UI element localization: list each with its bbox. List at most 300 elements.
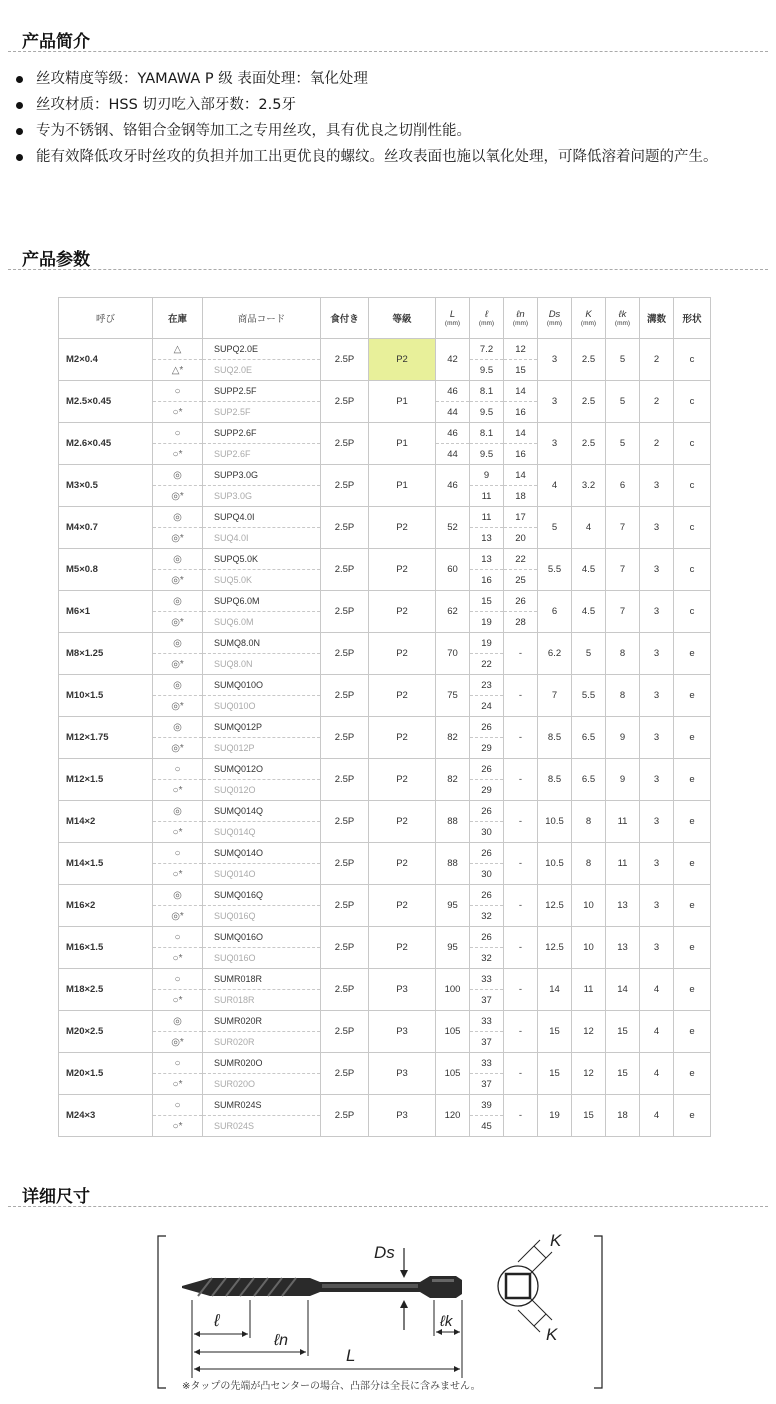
cell-product-code: SUMQ012P (203, 717, 321, 738)
cell-l: 9 (470, 465, 504, 486)
cell-ds: 5 (538, 507, 572, 549)
cell-ln: 18 (504, 486, 538, 507)
header-ds: Ds (mm) (538, 298, 572, 339)
cell-grade: P3 (369, 1053, 436, 1095)
cell-l: 15 (470, 591, 504, 612)
cell-lk: 9 (606, 717, 640, 759)
cell-stock-symbol: ◎ (153, 633, 203, 654)
cell-L: 88 (436, 843, 470, 885)
intro-item: 能有效降低攻牙时丝攻的负担并加工出更优良的螺纹。丝攻表面也施以氧化处理，可降低溶着问题的产生。 (14, 148, 754, 167)
cell-lk: 6 (606, 465, 640, 507)
cell-ln: - (504, 927, 538, 969)
cell-ln: 14 (504, 465, 538, 486)
cell-flutes: 3 (640, 591, 674, 633)
table-row (59, 801, 711, 822)
cell-size: M20×2.5 (59, 1011, 153, 1053)
cell-product-code: SUR024S (203, 1116, 321, 1137)
cell-stock-symbol: ○ (153, 759, 203, 780)
cell-k: 5.5 (572, 675, 606, 717)
cell-ln: 16 (504, 444, 538, 465)
cell-k: 12 (572, 1011, 606, 1053)
cell-shape: c (674, 549, 711, 591)
cell-stock-symbol: ○ (153, 843, 203, 864)
cell-stock-symbol: ○ (153, 969, 203, 990)
cell-grade: P2 (369, 633, 436, 675)
cell-stock-symbol: ○* (153, 1074, 203, 1095)
cell-l: 26 (470, 759, 504, 780)
cell-product-code: SUPP3.0G (203, 465, 321, 486)
cell-l: 24 (470, 696, 504, 717)
cell-lk: 13 (606, 927, 640, 969)
cell-flutes: 3 (640, 801, 674, 843)
cell-flutes: 3 (640, 549, 674, 591)
cell-stock-symbol: ○* (153, 864, 203, 885)
cell-product-code: SUQ010O (203, 696, 321, 717)
cell-ln: 12 (504, 339, 538, 360)
cell-ds: 10.5 (538, 801, 572, 843)
cell-L: 52 (436, 507, 470, 549)
cell-ds: 3 (538, 423, 572, 465)
cell-k: 4.5 (572, 549, 606, 591)
cell-l: 9.5 (470, 444, 504, 465)
cell-stock-symbol: ○ (153, 1095, 203, 1116)
cell-k: 8 (572, 843, 606, 885)
cell-k: 3.2 (572, 465, 606, 507)
cell-L: 46 (436, 381, 470, 402)
cell-grade: P1 (369, 423, 436, 465)
cell-ln: - (504, 801, 538, 843)
section-divider (8, 1206, 768, 1207)
cell-l: 37 (470, 1032, 504, 1053)
cell-stock-symbol: ○ (153, 423, 203, 444)
cell-product-code: SUMR018R (203, 969, 321, 990)
table-row (59, 633, 711, 654)
cell-flutes: 4 (640, 1053, 674, 1095)
cell-product-code: SUR020O (203, 1074, 321, 1095)
cell-chamfer: 2.5P (321, 885, 369, 927)
cell-lk: 5 (606, 381, 640, 423)
cell-lk: 7 (606, 591, 640, 633)
cell-ds: 12.5 (538, 927, 572, 969)
cell-ln: - (504, 969, 538, 1011)
cell-l: 9.5 (470, 360, 504, 381)
header-stock: 在庫 (153, 298, 203, 339)
table-row (59, 591, 711, 612)
cell-l: 30 (470, 864, 504, 885)
cell-k: 6.5 (572, 759, 606, 801)
table-row (59, 381, 711, 402)
cell-grade: P2 (369, 717, 436, 759)
cell-product-code: SUR020R (203, 1032, 321, 1053)
cell-flutes: 3 (640, 717, 674, 759)
cell-l: 11 (470, 507, 504, 528)
cell-product-code: SUMQ012O (203, 759, 321, 780)
cell-lk: 15 (606, 1053, 640, 1095)
cell-product-code: SUMQ8.0N (203, 633, 321, 654)
cell-L: 120 (436, 1095, 470, 1137)
tap-body-drawing (182, 1276, 462, 1298)
cell-lk: 13 (606, 885, 640, 927)
label-l: ℓ (214, 1311, 220, 1330)
cell-flutes: 3 (640, 675, 674, 717)
cell-L: 82 (436, 759, 470, 801)
cell-k: 8 (572, 801, 606, 843)
cell-ln: - (504, 675, 538, 717)
cell-ds: 7 (538, 675, 572, 717)
cell-size: M16×2 (59, 885, 153, 927)
cell-grade: P2 (369, 549, 436, 591)
cell-L: 46 (436, 465, 470, 507)
spec-table-body (59, 339, 711, 1137)
intro-section-title: 产品简介 (22, 32, 90, 52)
cell-ds: 15 (538, 1053, 572, 1095)
cell-chamfer: 2.5P (321, 549, 369, 591)
cell-L: 100 (436, 969, 470, 1011)
section-divider (8, 269, 768, 270)
diagram-note: ※タップの先端が凸センターの場合、凸部分は全長に含みません。 (182, 1381, 481, 1392)
label-lk: ℓk (440, 1313, 453, 1330)
cell-L: 70 (436, 633, 470, 675)
cell-product-code: SUMQ010O (203, 675, 321, 696)
table-row (59, 969, 711, 990)
header-chamfer: 食付き (321, 298, 369, 339)
cell-l: 13 (470, 549, 504, 570)
cell-chamfer: 2.5P (321, 801, 369, 843)
cell-l: 33 (470, 1053, 504, 1074)
cell-lk: 7 (606, 507, 640, 549)
cell-grade: P2 (369, 759, 436, 801)
cell-L: 44 (436, 444, 470, 465)
cell-stock-symbol: ◎* (153, 738, 203, 759)
header-grade: 等級 (369, 298, 436, 339)
cell-product-code: SUPP2.6F (203, 423, 321, 444)
cell-l: 26 (470, 885, 504, 906)
frame-bracket-left (158, 1236, 166, 1388)
cell-product-code: SUQ8.0N (203, 654, 321, 675)
cell-L: 46 (436, 423, 470, 444)
cell-stock-symbol: △ (153, 339, 203, 360)
cell-flutes: 4 (640, 969, 674, 1011)
cell-L: 75 (436, 675, 470, 717)
cell-lk: 11 (606, 843, 640, 885)
intro-list (14, 70, 754, 174)
table-row (59, 759, 711, 780)
cell-ds: 6.2 (538, 633, 572, 675)
table-row (59, 549, 711, 570)
cell-lk: 5 (606, 423, 640, 465)
cell-chamfer: 2.5P (321, 507, 369, 549)
cell-L: 88 (436, 801, 470, 843)
cell-product-code: SUQ2.0E (203, 360, 321, 381)
cell-stock-symbol: ○* (153, 948, 203, 969)
cell-ds: 3 (538, 381, 572, 423)
cell-chamfer: 2.5P (321, 381, 369, 423)
cell-L: 42 (436, 339, 470, 381)
cell-l: 29 (470, 738, 504, 759)
cell-lk: 11 (606, 801, 640, 843)
cell-k: 2.5 (572, 339, 606, 381)
cell-chamfer: 2.5P (321, 633, 369, 675)
cell-flutes: 3 (640, 843, 674, 885)
cell-shape: e (674, 675, 711, 717)
cell-chamfer: 2.5P (321, 1053, 369, 1095)
cell-product-code: SUQ6.0M (203, 612, 321, 633)
cell-grade: P2 (369, 801, 436, 843)
cell-grade: P3 (369, 1095, 436, 1137)
cell-l: 23 (470, 675, 504, 696)
cell-L: 60 (436, 549, 470, 591)
table-row (59, 339, 711, 360)
header-code: 商品コード (203, 298, 321, 339)
table-row (59, 1095, 711, 1116)
cell-chamfer: 2.5P (321, 843, 369, 885)
cell-size: M12×1.5 (59, 759, 153, 801)
label-L: L (346, 1346, 356, 1365)
table-row (59, 1011, 711, 1032)
cell-k: 4 (572, 507, 606, 549)
cell-ln: - (504, 717, 538, 759)
cell-stock-symbol: ○* (153, 1116, 203, 1137)
cell-size: M14×2 (59, 801, 153, 843)
cell-grade: P1 (369, 465, 436, 507)
cell-grade: P2 (369, 675, 436, 717)
cell-flutes: 4 (640, 1011, 674, 1053)
cell-product-code: SUPP2.5F (203, 381, 321, 402)
cell-shape: c (674, 465, 711, 507)
cell-size: M4×0.7 (59, 507, 153, 549)
cell-product-code: SUP3.0G (203, 486, 321, 507)
cell-product-code: SUPQ6.0M (203, 591, 321, 612)
cell-size: M6×1 (59, 591, 153, 633)
cell-ds: 5.5 (538, 549, 572, 591)
table-row (59, 507, 711, 528)
cell-l: 30 (470, 822, 504, 843)
cell-l: 26 (470, 927, 504, 948)
cell-k: 12 (572, 1053, 606, 1095)
table-row (59, 465, 711, 486)
cell-grade: P1 (369, 381, 436, 423)
cell-ln: 15 (504, 360, 538, 381)
cell-product-code: SUMR020O (203, 1053, 321, 1074)
cell-ds: 8.5 (538, 717, 572, 759)
cell-l: 22 (470, 654, 504, 675)
cell-stock-symbol: ○* (153, 990, 203, 1011)
cell-flutes: 3 (640, 633, 674, 675)
cell-flutes: 3 (640, 759, 674, 801)
cell-flutes: 3 (640, 927, 674, 969)
cell-L: 62 (436, 591, 470, 633)
cell-lk: 18 (606, 1095, 640, 1137)
cell-product-code: SUPQ4.0I (203, 507, 321, 528)
cell-L: 105 (436, 1011, 470, 1053)
cell-size: M18×2.5 (59, 969, 153, 1011)
cell-product-code: SUMQ014O (203, 843, 321, 864)
header-lk: ℓk (mm) (606, 298, 640, 339)
dims-section-title: 详细尺寸 (22, 1187, 90, 1207)
cell-size: M2×0.4 (59, 339, 153, 381)
cell-l: 19 (470, 633, 504, 654)
cell-product-code: SUQ014O (203, 864, 321, 885)
cell-l: 13 (470, 528, 504, 549)
cell-l: 11 (470, 486, 504, 507)
cell-ds: 4 (538, 465, 572, 507)
cell-chamfer: 2.5P (321, 759, 369, 801)
cell-lk: 15 (606, 1011, 640, 1053)
cell-stock-symbol: ◎ (153, 717, 203, 738)
spec-table (58, 297, 711, 1137)
cell-stock-symbol: ○ (153, 381, 203, 402)
cell-ds: 15 (538, 1011, 572, 1053)
cell-size: M16×1.5 (59, 927, 153, 969)
cell-stock-symbol: ○* (153, 822, 203, 843)
cell-product-code: SUPQ2.0E (203, 339, 321, 360)
cell-lk: 14 (606, 969, 640, 1011)
section-divider (8, 51, 768, 52)
cell-lk: 9 (606, 759, 640, 801)
frame-bracket-right (594, 1236, 602, 1388)
table-row (59, 675, 711, 696)
cell-l: 29 (470, 780, 504, 801)
cell-product-code: SUQ5.0K (203, 570, 321, 591)
cell-stock-symbol: ○ (153, 1053, 203, 1074)
cell-lk: 8 (606, 633, 640, 675)
cell-product-code: SUQ016O (203, 948, 321, 969)
cell-size: M3×0.5 (59, 465, 153, 507)
cell-chamfer: 2.5P (321, 927, 369, 969)
label-ds: Ds (374, 1243, 395, 1262)
cell-l: 26 (470, 843, 504, 864)
cell-product-code: SUQ014Q (203, 822, 321, 843)
cell-grade: P2 (369, 843, 436, 885)
cell-size: M12×1.75 (59, 717, 153, 759)
intro-item: 专为不锈钢、铬钼合金钢等加工之专用丝攻，具有优良之切削性能。 (14, 122, 754, 141)
cell-ds: 8.5 (538, 759, 572, 801)
tap-dimension-diagram (150, 1228, 610, 1398)
cell-l: 8.1 (470, 423, 504, 444)
cell-ln: 14 (504, 423, 538, 444)
cell-product-code: SUQ016Q (203, 906, 321, 927)
cell-shape: e (674, 801, 711, 843)
cell-flutes: 3 (640, 507, 674, 549)
cell-product-code: SUQ4.0I (203, 528, 321, 549)
cell-flutes: 2 (640, 381, 674, 423)
header-ln: ℓn (mm) (504, 298, 538, 339)
cell-stock-symbol: ◎ (153, 1011, 203, 1032)
cell-stock-symbol: ○* (153, 780, 203, 801)
cell-chamfer: 2.5P (321, 339, 369, 381)
cell-L: 44 (436, 402, 470, 423)
cell-size: M20×1.5 (59, 1053, 153, 1095)
cell-shape: e (674, 633, 711, 675)
header-k: K (mm) (572, 298, 606, 339)
cell-product-code: SUPQ5.0K (203, 549, 321, 570)
intro-item: 丝攻材质：HSS 切刃吃入部牙数：2.5牙 (14, 96, 754, 115)
header-flutes: 溝数 (640, 298, 674, 339)
cell-ds: 19 (538, 1095, 572, 1137)
cell-ds: 10.5 (538, 843, 572, 885)
cell-lk: 8 (606, 675, 640, 717)
cell-stock-symbol: △* (153, 360, 203, 381)
table-row (59, 423, 711, 444)
cell-l: 33 (470, 969, 504, 990)
cell-ln: - (504, 633, 538, 675)
cell-l: 37 (470, 1074, 504, 1095)
cell-ln: - (504, 843, 538, 885)
cell-chamfer: 2.5P (321, 1095, 369, 1137)
cell-shape: c (674, 591, 711, 633)
cell-l: 33 (470, 1011, 504, 1032)
intro-item: 丝攻精度等级：YAMAWA P 级 表面处理：氧化处理 (14, 70, 754, 89)
cell-k: 2.5 (572, 423, 606, 465)
cell-L: 95 (436, 927, 470, 969)
cell-l: 8.1 (470, 381, 504, 402)
table-row (59, 885, 711, 906)
cell-l: 26 (470, 717, 504, 738)
cell-l: 32 (470, 906, 504, 927)
cell-ds: 14 (538, 969, 572, 1011)
cell-ln: 20 (504, 528, 538, 549)
cell-ln: 26 (504, 591, 538, 612)
cell-grade: P3 (369, 969, 436, 1011)
cell-k: 15 (572, 1095, 606, 1137)
cell-ln: 17 (504, 507, 538, 528)
cell-product-code: SUMQ016Q (203, 885, 321, 906)
tap-end-view (498, 1240, 552, 1332)
cell-l: 45 (470, 1116, 504, 1137)
cell-k: 2.5 (572, 381, 606, 423)
cell-chamfer: 2.5P (321, 969, 369, 1011)
cell-shape: e (674, 1011, 711, 1053)
cell-chamfer: 2.5P (321, 423, 369, 465)
cell-ln: 14 (504, 381, 538, 402)
cell-ln: - (504, 759, 538, 801)
cell-ln: 28 (504, 612, 538, 633)
cell-L: 95 (436, 885, 470, 927)
cell-shape: e (674, 717, 711, 759)
cell-shape: e (674, 759, 711, 801)
cell-shape: e (674, 927, 711, 969)
table-row (59, 717, 711, 738)
cell-ds: 6 (538, 591, 572, 633)
cell-flutes: 3 (640, 885, 674, 927)
cell-L: 82 (436, 717, 470, 759)
cell-size: M24×3 (59, 1095, 153, 1137)
cell-shape: c (674, 339, 711, 381)
cell-ln: - (504, 1053, 538, 1095)
cell-stock-symbol: ◎ (153, 591, 203, 612)
cell-chamfer: 2.5P (321, 717, 369, 759)
cell-stock-symbol: ◎* (153, 570, 203, 591)
cell-shape: c (674, 423, 711, 465)
cell-stock-symbol: ◎* (153, 528, 203, 549)
cell-shape: c (674, 507, 711, 549)
cell-grade: P2 (369, 885, 436, 927)
cell-product-code: SUQ012P (203, 738, 321, 759)
cell-shape: e (674, 1095, 711, 1137)
cell-flutes: 3 (640, 465, 674, 507)
cell-flutes: 4 (640, 1095, 674, 1137)
cell-stock-symbol: ◎* (153, 486, 203, 507)
spec-table-header (59, 298, 711, 339)
cell-stock-symbol: ◎ (153, 675, 203, 696)
cell-L: 105 (436, 1053, 470, 1095)
cell-size: M2.5×0.45 (59, 381, 153, 423)
cell-k: 10 (572, 927, 606, 969)
cell-l: 7.2 (470, 339, 504, 360)
cell-product-code: SUMR020R (203, 1011, 321, 1032)
cell-shape: e (674, 969, 711, 1011)
cell-product-code: SUP2.5F (203, 402, 321, 423)
